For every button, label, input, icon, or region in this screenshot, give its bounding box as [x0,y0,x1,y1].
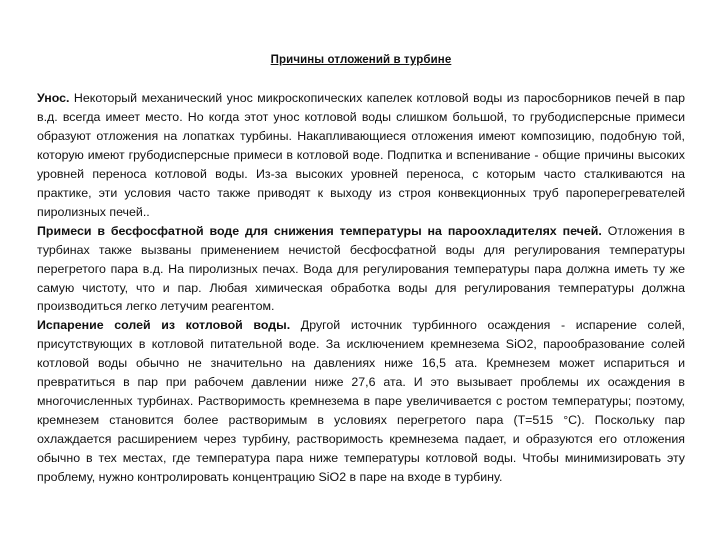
document-body [37,89,685,487]
paragraph-salt-evaporation [37,316,685,487]
document-title: Причины отложений в турбине [270,54,452,66]
paragraph-attemperator-water [37,222,685,317]
paragraph-text: Отложения в турбинах также вызваны применением нечистой бесфосфатной воды для регулирования температуры перегретого пара в.д. На пиролизных печах. Вода для регулирования температуры пара должна иметь ту же самую чистоту, что и пар. Любая химическая обработка воды для регулирования температуры должна производиться легко летучим реагентом. [37,223,685,314]
paragraph-lead: Испарение солей из котловой воды. [37,318,291,333]
paragraph-carryover [37,89,685,222]
paragraph-text: Другой источник турбинного осаждения - испарение солей, присутствующих в котловой питательной воде. За исключением кремнезема SiO2, парообразование солей котловой воды обычно не значительно на давлениях ниже 16,5 ата. Кремнезем может испариться и превратиться в пар при рабочем давлении ниже 27,6 ата. И это вызывает проблемы их осаждения в многочисленных турбинах. Растворимость кремнезема в паре увеличивается с ростом температуры; поэтому, кремнезем становится более растворимым в условиях перегретого пара (T=515 °C). Поскольку пар охлаждается расширением через турбину, растворимость кремнезема падает, и образуются его отложения обычно в тех местах, где температура пара ниже температуры котловой воды. Чтобы минимизировать эту проблему, нужно контролировать концентрацию SiO2 в паре на входе в турбину. [37,318,685,485]
document-page [37,0,685,540]
paragraph-text: Некоторый механический унос микроскопических капелек котловой воды из паросборников печей в пар в.д. всегда имеет место. Но когда этот унос котловой воды слишком большой, то грубодисперсные примеси образуют отложения на лопатках турбины. Накапливающиеся отложения имеют композицию, подобную той, которую имеют грубодисперсные примеси в котловой воде. Подпитка и вспенивание - общие причины высоких уровней переноса котловой воды. Из-за высоких уровней переноса, с которым часто сталкиваются на практике, эти условия часто также приводят к выходу из строя конвекционных труб пароперегревателей пиролизных печей.. [37,91,685,219]
paragraph-lead: Унос. [37,91,70,105]
paragraph-lead: Примеси в бесфосфатной воде для снижения температуры на пароохладителях печей. [37,223,602,238]
